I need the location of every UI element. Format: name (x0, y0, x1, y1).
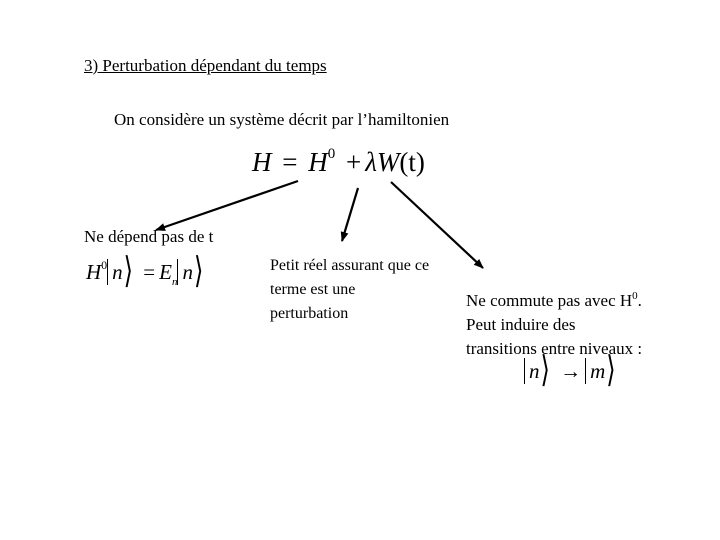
right-line1-end: . (637, 291, 642, 310)
right-line1: Ne commute pas avec H (466, 291, 633, 310)
ket-angle: ⟩ (540, 351, 550, 391)
ket-angle: ⟩ (123, 252, 134, 292)
right-line3: transitions entre niveaux : (466, 339, 643, 358)
plus-sign: + (345, 147, 362, 177)
eq-e: E (159, 260, 172, 284)
ket-m-label: m (590, 359, 606, 383)
ket-angle: ⟩ (193, 252, 204, 292)
ket-n-label: n (529, 359, 540, 383)
eq-equals: = (143, 260, 156, 284)
superscript-zero: 0 (327, 146, 336, 162)
arrow-to-right (391, 182, 483, 268)
transition-arrow: → (560, 359, 582, 383)
symbol-h: H (252, 147, 272, 177)
arrow-to-middle (342, 188, 358, 241)
eq-h: H (86, 260, 102, 284)
intro-text: On considère un système décrit par l’hamiltonien (114, 110, 450, 129)
ket-n-1-label: n (112, 260, 123, 284)
symbol-lambda: λ (365, 147, 377, 177)
eq-e-sub: n (171, 276, 178, 288)
symbol-h0: H (308, 147, 328, 177)
section-title: 3) Perturbation dépendant du temps (84, 56, 327, 75)
middle-annotation-label: Petit réel assurant que ce terme est une perturbation (270, 257, 430, 322)
eq-h-sup: 0 (101, 258, 108, 272)
left-annotation-label: Ne dépend pas de t (84, 227, 214, 246)
right-line2: Peut induire des (466, 315, 576, 334)
ket-angle: ⟩ (606, 351, 616, 391)
time-argument: (t) (399, 147, 425, 177)
right-line1-sup: 0 (632, 290, 638, 302)
ket-n-2-label: n (182, 260, 193, 284)
arrow-to-left (156, 181, 298, 230)
symbol-w: W (376, 147, 400, 177)
equals-sign: = (282, 147, 298, 177)
